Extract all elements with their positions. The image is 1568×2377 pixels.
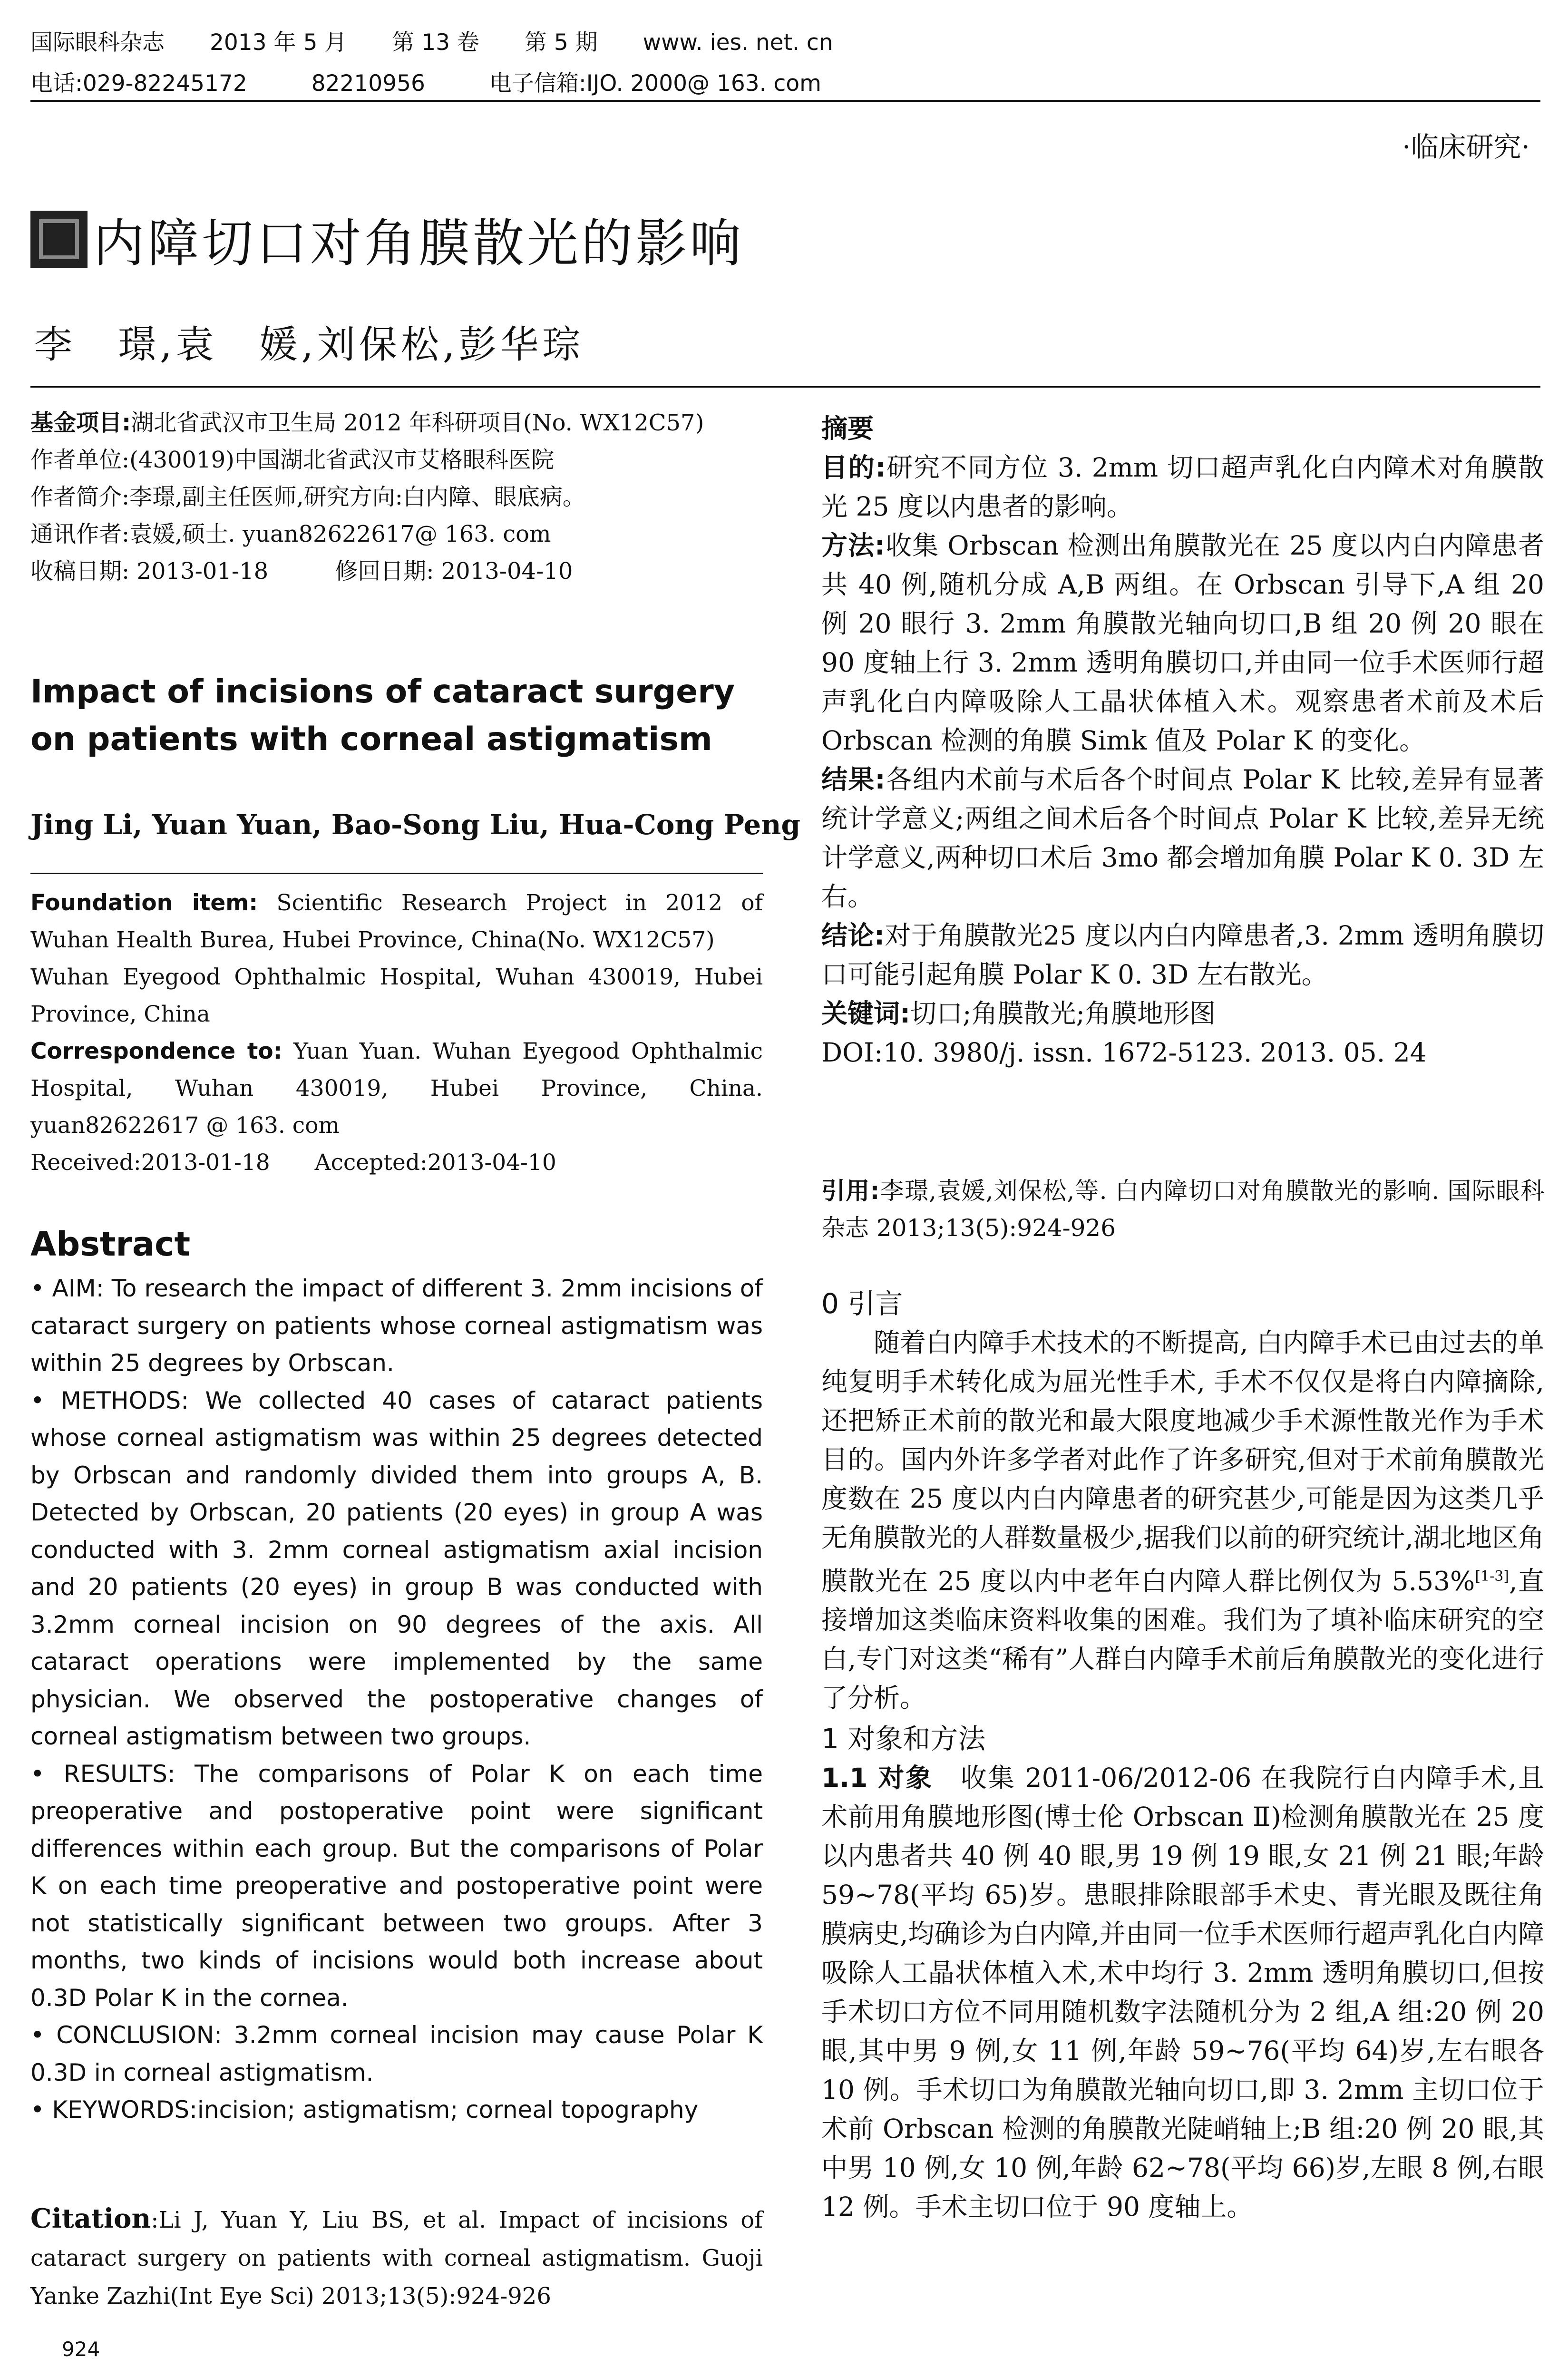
cn-cite-text: 李璟,袁媛,刘保松,等. 白内障切口对角膜散光的影响. 国际眼科杂志 2013;13(5):924-926 [821,1177,1544,1242]
english-title: Impact of incisions of cataract surgery on patients with corneal astigmatism [30,673,735,758]
methods-heading: 1 对象和方法 [821,1723,986,1755]
abstract-methods: • METHODS: We collected 40 cases of cataract patients whose corneal astigmatism was within 25 degrees detected by Orbscan and randomly divided them into groups A, B. Detected by Orbscan, 20 patients (20 eyes) in group A was conducted with 3. 2mm corneal astigmatism axial incision and 20 patients (20 eyes) in group B was conducted with 3.2mm corneal incision on 90 degrees of the axis. All cataract operations were implemented by the same physician. We observed the postoperative changes of corneal astigmatism between two groups. [30,1386,763,1750]
cn-keywords-text: 切口;角膜散光;角膜地形图 [910,998,1216,1029]
title-logo-icon [30,211,88,268]
foundation-text: Scientific Research Project in 2012 of Wuhan Health Burea, Hubei Province, China(No. WX12C57) [30,890,763,953]
corr-text: Yuan Yuan. Wuhan Eyegood Ophthalmic Hospital, Wuhan 430019, Hubei Province, China. yuan82622617 @ 163. com [30,1038,763,1139]
journal-phone: 电话:029-82245172 [30,70,247,97]
page-number: 924 [62,2338,100,2361]
issue-date: 2013 年 5 月 [209,29,347,56]
revised-cn: 修回日期: 2013-04-10 [335,558,573,585]
unit-cn: 作者单位:(430019)中国湖北省武汉市艾格眼科医院 [30,447,554,473]
journal-header-line1 [30,25,871,57]
article-title [30,202,744,276]
cn-citation-line [821,1172,1544,1247]
methods-sub-label: 1.1 对象 [821,1763,933,1793]
authors-rule [30,386,1540,388]
abstract-conclusion: • CONCLUSION: 3.2mm corneal incision may cause Polar K 0.3D in corneal astigmatism. [30,2021,763,2086]
cn-methods-text: 收集 Orbscan 检测出角膜散光在 25 度以内白内障患者共 40 例,随机分成 A,B 两组。在 Orbscan 引导下,A 组 20 例 20 眼行 3. 2mm 角膜散光轴向切口,B 组 20 例 20 眼在 90 度轴上行 3. 2mm 透明角膜切口,并由同一位手术医师行超声乳化白内障吸除人工晶状体植入术。观察患者术前及术后 Orbscan 检测的角膜 Simk 值及 Polar K 的变化。 [821,530,1544,756]
abstract-results: • RESULTS: The comparisons of Polar K on each time preoperative and postoperative point were significant differences within each group. But the comparisons of Polar K on each time preoperative and postoperative point were not statistically significant between two groups. After 3 months, two kinds of incisions would both increase about 0.3D Polar K in the cornea. [30,1760,763,2012]
methods-paragraph [821,1758,1544,2226]
cn-conclusion-label: 结论: [821,920,885,951]
journal-name: 国际眼科杂志 [30,29,165,56]
cn-results [821,760,1544,916]
cn-methods [821,526,1544,760]
intro-ref: [1-3] [1475,1568,1510,1585]
cn-aim-label: 目的: [821,452,886,483]
volume: 第 13 卷 [392,29,479,56]
methods-text: 收集 2011-06/2012-06 在我院行白内障手术,且术前用角膜地形图(博士伦 Orbscan Ⅱ)检测角膜散光在 25 度以内患者共 40 例 40 眼,男 19 例 19 眼,女 21 例 21 眼;年龄 59~78(平均 65)岁。患眼排除眼部手术史、青光眼及既往角膜病史,均确诊为白内障,并由同一位手术医师行超声乳化白内障吸除人工晶状体植入术,术中均行 3. 2mm 透明角膜切口,但按手术切口方位不同用随机数字法随机分为 2 组,A 组:20 例 20 眼,其中男 9 例,女 11 例,年龄 59~76(平均 64)岁,左右眼各 10 例。手术切口为角膜散光轴向切口,即 3. 2mm 主切口位于术前 Orbscan 检测的角膜散光陡峭轴上;B 组:20 例 20 眼,其中男 10 例,女 10 例,年龄 62~78(平均 66)岁,左眼 8 例,右眼 12 例。手术主切口位于 90 度轴上。 [821,1763,1544,2222]
cn-aim [821,448,1544,526]
dates-en: Received:2013-01-18 Accepted:2013-04-10 [30,1150,556,1176]
corr-label: Correspondence to: [30,1038,282,1064]
citation-en [30,2200,763,2315]
header-rule [30,100,1540,102]
cn-abstract [821,409,1544,1072]
dates-cn [30,553,763,590]
intro-paragraph [821,1323,1544,1717]
corr-cn: 通讯作者:袁媛,硕士. yuan82622617@ 163. com [30,521,551,547]
cn-cite-label: 引用: [821,1177,880,1205]
section-tag: ·临床研究· [1402,131,1530,163]
en-authors-rule [30,873,763,874]
abstract-keywords: • KEYWORDS:incision; astigmatism; corneal topography [30,2096,699,2124]
cn-conclusion-text: 对于角膜散光25 度以内白内障患者,3. 2mm 透明角膜切口可能引起角膜 Polar K 0. 3D 左右散光。 [821,920,1544,990]
cn-doi: DOI:10. 3980/j. issn. 1672-5123. 2013. 05. 24 [821,1037,1427,1068]
journal-email: 电子信箱:IJO. 2000@ 163. com [489,70,821,97]
issue-number: 第 5 期 [524,29,598,56]
abstract-aim: • AIM: To research the impact of different 3. 2mm incisions of cataract surgery on patients whose corneal astigmatism was within 25 degrees by Orbscan. [30,1275,763,1377]
abstract-heading: Abstract [30,1225,191,1264]
english-authors: Jing Li, Yuan Yuan, Bao-Song Liu, Hua-Cong Peng [30,809,801,841]
correspondence-en [30,1033,763,1144]
foundation-label: Foundation item: [30,890,258,916]
cn-keywords [821,994,1544,1033]
cn-results-text: 各组内术前与术后各个时间点 Polar K 比较,差异有显著统计学意义;两组之间术后各个时间点 Polar K 比较,差异无统计学意义,两种切口术后 3mo 都会增加角膜 Polar K 0. 3D 左右。 [821,764,1544,912]
introduction [821,1284,1544,2226]
meta-cn [30,404,763,590]
cn-results-label: 结果: [821,764,886,795]
intro-text: 随着白内障手术技术的不断提高, 白内障手术已由过去的单纯复明手术转化成为屈光性手术, 手术不仅仅是将白内障摘除, 还把矫正术前的散光和最大限度地减少手术源性散光作为手术目的。国内外许多学者对此作了许多研究,但对于术前角膜散光度数在 25 度以内白内障患者的研究甚少,可能是因为这类几乎无角膜散光的人群数量极少,据我们以前的研究统计,湖北地区角膜散光在 25 度以内中老年白内障人群比例仅为 5.53% [821,1327,1544,1597]
abstract-body [30,1270,763,2129]
fund-cn [30,404,763,441]
citation-text: :Li J, Yuan Y, Liu BS, et al. Impact of incisions of cataract surgery on patients with corneal astigmatism. Guoji Yanke Zazhi(Int Eye Sci) 2013;13(5):924-926 [30,2207,763,2309]
cn-aim-text: 研究不同方位 3. 2mm 切口超声乳化白内障术对角膜散光 25 度以内患者的影响。 [821,452,1544,522]
article-title-text: 内障切口对角膜散光的影响 [93,214,744,273]
foundation-en [30,885,763,959]
authors-cn: 李 璟,袁 媛,刘保松,彭华琮 [34,322,584,367]
cn-citation [821,1172,1544,1247]
citation-label: Citation [30,2203,151,2234]
fund-text: 湖北省武汉市卫生局 2012 年科研项目(No. WX12C57) [131,409,704,436]
received-cn: 收稿日期: 2013-01-18 [30,558,269,585]
cn-methods-label: 方法: [821,530,886,561]
intro-heading: 0 引言 [821,1287,903,1320]
cn-keywords-label: 关键词: [821,998,910,1029]
cn-conclusion [821,916,1544,994]
journal-phone2: 82210956 [311,70,425,97]
affiliation-en: Wuhan Eyegood Ophthalmic Hospital, Wuhan 430019, Hubei Province, China [30,964,763,1027]
fund-label: 基金项目: [30,409,131,436]
journal-website: www. ies. net. cn [643,29,833,56]
cn-abstract-heading: 摘要 [821,413,874,444]
journal-header-line2 [30,66,859,97]
english-meta [30,885,763,1181]
bio-cn: 作者简介:李璟,副主任医师,研究方向:白内障、眼底病。 [30,484,585,510]
intro-text-end: ,直接增加这类临床资料收集的困难。我们为了填补临床研究的空白,专门对这类“稀有”人群白内障手术前后角膜散光的变化进行了分析。 [821,1566,1544,1714]
